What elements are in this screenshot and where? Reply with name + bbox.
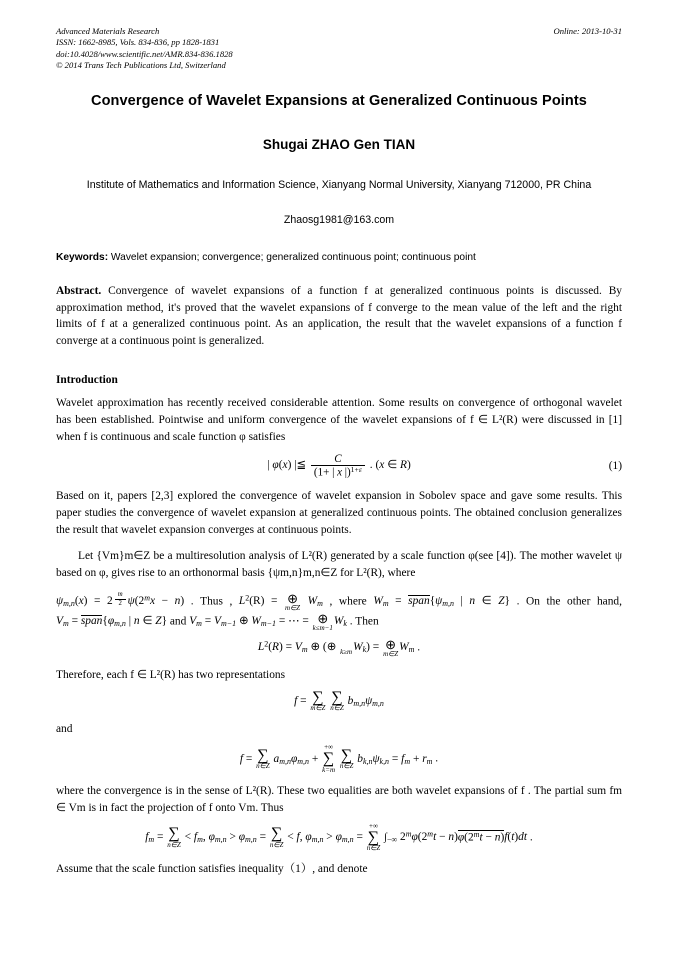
abstract-block [56, 283, 622, 351]
copyright-line: © 2014 Trans Tech Publications Ltd, Switzerland [56, 60, 226, 71]
formula-block-f-representation-1: f = ∑ m∈Z ∑ n∈Z $b_{m,n}\psi_{m,n}$ [294, 688, 384, 713]
and-connector: and [56, 723, 73, 736]
formula-block-psi: $\psi_{m,n}(x) = 2$ $^{\frac{m}{2}}$ $\psi(2^mx - n)$ . Thus , $L^2(R)$ = ⊕ m∈Z $W_m$ , where $W_m$ = $span\{\psi_{m,n}$ | n ∈ Z} . On the other hand, $V_m$ = $span\{\varphi_{m,n}$ | n ∈ Z} and $V_m = V_{m-1}$ ⊕ $W_{m-1}$ = ⋯ = ⊕ k≤m−1 $W_k$ . Then [56, 590, 622, 632]
equation-1-number: (1) [608, 459, 622, 472]
intro-paragraph-1: Wavelet approximation has recently received considerable attention. Some results on convergence of orthogonal wavelet has been established. Pointwise and uniform convergence of the wavelet expansions of f ∈ L²(R) were discussed in [1] when f is continuous and scale function φ satisfies [56, 397, 622, 444]
keywords-line [56, 252, 622, 263]
header-right-block [554, 26, 623, 37]
intro-paragraph-2: Based on it, papers [2,3] explored the convergence of wavelet expansion in Sobolev space and gave some results. This paper studies the convergence of wavelet expansion at generalized continuous points. The obtained conclusion generalizes the result that wavelet expansion converges at continuous points. [56, 489, 622, 536]
paper-title: Convergence of Wavelet Expansions at Generalized Continuous Points [91, 93, 587, 110]
author-list: Shugai ZHAO Gen TIAN [262, 137, 416, 153]
affiliation: Institute of Mathematics and Information Science, Xianyang Normal University, Xianyang 712000, PR China [86, 179, 592, 192]
equation-1: | φ(x) |≦ $\frac{C}{(1+ | x |)^{1+\varepsilon}}$ . (x ∈ R) (1) [267, 452, 622, 479]
abstract-label: Abstract. [56, 284, 102, 297]
formula-block-fm: $f_m$ = ∑ n∈Z < $f_m$, $\varphi_{m,n} > \varphi_{m,n}$ = ∑ n∈Z < f, $\varphi_{m,n} > \varphi_{m,n}$ = +∞ ∑ n∈Z $\int_{-\infty}$ $2^m\varphi(2^mt - n)\varphi(2^mt - n)f(t)dt$ . [145, 821, 533, 853]
journal-name: Advanced Materials Research [56, 26, 160, 36]
keywords-label: Keywords: [56, 251, 109, 263]
header-left-block [56, 26, 233, 71]
intro-paragraph-4: Therefore, each f ∈ L²(R) has two representations [56, 668, 286, 681]
section-heading-introduction: Introduction [56, 374, 118, 387]
issn-line: ISSN: 1662-8985, Vols. 834-836, pp 1828-1831 [56, 37, 220, 48]
formula-block-f-representation-2: f = ∑ n∈Z $a_{m,n}\varphi_{m,n}$ + +∞ ∑ k=m ∑ n∈Z $b_{k,n}\psi_{k,n} = f_m + r_m$ . [239, 743, 439, 774]
intro-paragraph-3: Let {Vm}m∈Z be a multiresolution analysis of L²(R) generated by a scale function φ(see [4]). The mother wavelet ψ based on φ, gives rise to an orthonormal basis {ψm,n}m,n∈Z for L²(R), where [56, 549, 622, 579]
formula-block-L2: $L^2(R) = V_m$ ⊕ (⊕ k≥m $W_k$) = ⊕ m∈Z $W_m$ . [257, 636, 421, 658]
doi-line: doi:10.4028/www.scientific.net/AMR.834-836.1828 [56, 48, 233, 59]
page-header [56, 26, 622, 71]
contact-email: Zhaosg1981@163.com [283, 213, 395, 226]
online-date: Online: 2013-10-31 [553, 26, 622, 36]
intro-paragraph-5: where the convergence is in the sense of L²(R). These two equalities are both wavelet expansions of f . The partial sum fm ∈ Vm is in fact the projection of f onto Vm. Thus [56, 784, 622, 814]
abstract-text: Convergence of wavelet expansions of a function f at generalized continuous points is discussed. By approximation method, it's proved that the wavelet expansions of f converge to the mean value of the left and the right limits of f at a generalized continuous point. As an application, the result that the wavelet expansions of a function f converge at a continuous point is generalized. [56, 284, 622, 348]
intro-paragraph-6: Assume that the scale function satisfies inequality（1）, and denote [56, 863, 368, 876]
keywords-text: Wavelet expansion; convergence; generalized continuous point; continuous point [108, 251, 476, 263]
